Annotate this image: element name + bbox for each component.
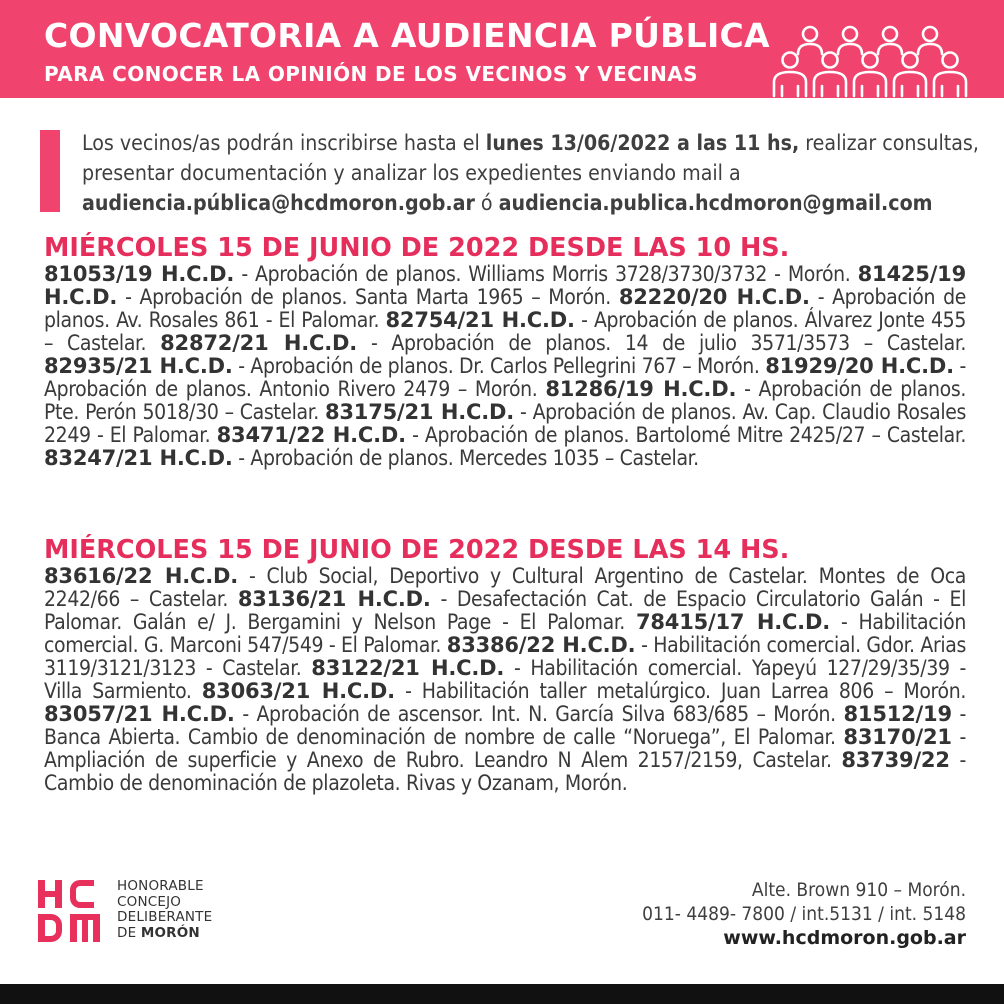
expediente-description: - Ampliación de superficie y Anexo de Rubro. Leandro N Alem 2157/2159, Castelar. [44,725,966,772]
expediente-code: 83063/21 H.C.D. [201,679,395,703]
expediente-description: - Banca Abierta. Cambio de denominación de nombre de calle “Noruega”, El Palomar. [44,702,967,749]
expediente-description: - Habilitación taller metalúrgico. Juan Larrea 806 – Morón. [394,679,966,703]
expediente-description: - Habilitación comercial. Yapeyú 127/29/35/39 - Villa Sarmiento. [44,656,966,703]
email-secondary[interactable]: audiencia.publica.hcdmoron@gmail.com [498,190,933,215]
expediente-code: 78415/17 H.C.D. [635,610,830,634]
expediente-code: 81929/20 H.C.D. [765,354,954,378]
intro-text [82,128,982,218]
expediente-description: - Habilitación comercial. G. Marconi 547/549 - El Palomar. [44,610,966,657]
people-group-icon [770,20,975,98]
contact-block [642,878,966,950]
expediente-code: 83170/21 [843,725,952,749]
expediente-code: 81053/19 H.C.D. [44,262,235,286]
expediente-code: 81425/19 H.C.D. [44,262,966,309]
expediente-description: - Aprobación de planos. Santa Marta 1965 – Morón. [117,285,619,309]
expediente-description: - Cambio de denominación de plazoleta. Rivas y Ozanam, Morón. [44,748,966,795]
expediente-code: 83471/22 H.C.D. [216,423,406,447]
expediente-description: - Aprobación de planos. Pte. Perón 5018/30 – Castelar. [44,377,966,424]
accent-bar [40,130,60,212]
contact-website-link[interactable]: www.hcdmoron.gob.ar [723,927,966,949]
expediente-code: 82935/21 H.C.D. [44,354,233,378]
expediente-code: 83386/22 H.C.D. [446,633,636,657]
logo-line-2: CONCEJO [117,893,182,910]
logo-line-3: DELIBERANTE [117,909,213,925]
page-title: CONVOCATORIA A AUDIENCIA PÚBLICA [44,16,770,55]
expediente-description: - Aprobación de planos. Bartolomé Mitre 2425/27 – Castelar. [405,423,966,447]
intro-block [40,128,979,216]
email-primary[interactable]: audiencia.pública@hcdmoron.gob.ar [82,190,475,215]
expediente-code: 82754/21 H.C.D. [385,308,575,332]
intro-text-3: ó [474,190,499,215]
expediente-description: - Aprobación de planos. Av. Cap. Claudio Rosales 2249 - El Palomar. [44,400,966,447]
logo-line-4-prefix: DE [117,924,141,941]
deadline: lunes 13/06/2022 a las 11 hs, [485,130,800,155]
expediente-description: - Aprobación de planos. Av. Rosales 861 - El Palomar. [44,285,967,332]
logo-line-4-bold: MORÓN [140,924,200,941]
expediente-code: 81512/19 [843,702,952,726]
intro-text-1: Los vecinos/as podrán inscribirse hasta el [82,130,486,155]
expediente-code: 83136/21 H.C.D. [237,587,431,611]
expediente-description: - Aprobación de ascensor. Int. N. García Silva 683/685 – Morón. [234,702,844,726]
session-heading: MIÉRCOLES 15 DE JUNIO DE 2022 DESDE LAS 10 HS. [44,233,790,263]
footer-bar [0,984,1004,1004]
expediente-code: 83247/21 H.C.D. [44,446,233,470]
session-items [44,565,966,795]
expediente-code: 82220/20 H.C.D. [618,285,810,309]
expediente-description: - Aprobación de planos. Antonio Rivero 2479 – Morón. [44,354,966,401]
contact-address: Alte. Brown 910 – Morón. [751,879,966,901]
expediente-description: - Aprobación de planos. Dr. Carlos Pellegrini 767 – Morón. [232,354,766,378]
session-morning [44,233,966,470]
session-items [44,263,966,470]
page-subtitle: PARA CONOCER LA OPINIÓN DE LOS VECINOS Y VECINAS [44,62,698,86]
expediente-code: 83175/21 H.C.D. [324,400,514,424]
expediente-description: - Habilitación comercial. Gdor. Arias 3119/3121/3123 - Castelar. [44,633,967,680]
expediente-description: - Aprobación de planos. Álvarez Jonte 455 – Castelar. [44,308,966,355]
expediente-code: 83122/21 H.C.D. [311,656,505,680]
logo-line-1: HONORABLE [117,878,204,894]
intro-text-2: realizar consultas, presentar documentación y analizar los expedientes enviando mail a [82,130,979,185]
expediente-description: - Club Social, Deportivo y Cultural Argentino de Castelar. Montes de Oca 2242/66 – Castelar. [44,564,966,611]
header-banner [0,0,1004,98]
session-afternoon [44,535,966,795]
expediente-code: 83057/21 H.C.D. [44,702,235,726]
expediente-code: 83739/22 [841,748,950,772]
expediente-description: - Aprobación de planos. Williams Morris 3728/3730/3732 - Morón. [234,262,858,286]
expediente-code: 82872/21 H.C.D. [160,331,358,355]
logo-text [117,879,212,941]
expediente-description: - Aprobación de planos. 14 de julio 3571/3573 – Castelar. [357,331,966,355]
expediente-description: - Aprobación de planos. Mercedes 1035 – Castelar. [232,446,699,470]
expediente-code: 83616/22 H.C.D. [44,564,239,588]
session-heading: MIÉRCOLES 15 DE JUNIO DE 2022 DESDE LAS 14 HS. [44,535,790,565]
expediente-code: 81286/19 H.C.D. [545,377,737,401]
contact-phone: 011- 4489- 7800 / int.5131 / int. 5148 [642,903,966,925]
expediente-description: - Desafectación Cat. de Espacio Circulatorio Galán - El Palomar. Galán e/ J. Bergamini y Nelson Page - El Palomar. [44,587,966,634]
